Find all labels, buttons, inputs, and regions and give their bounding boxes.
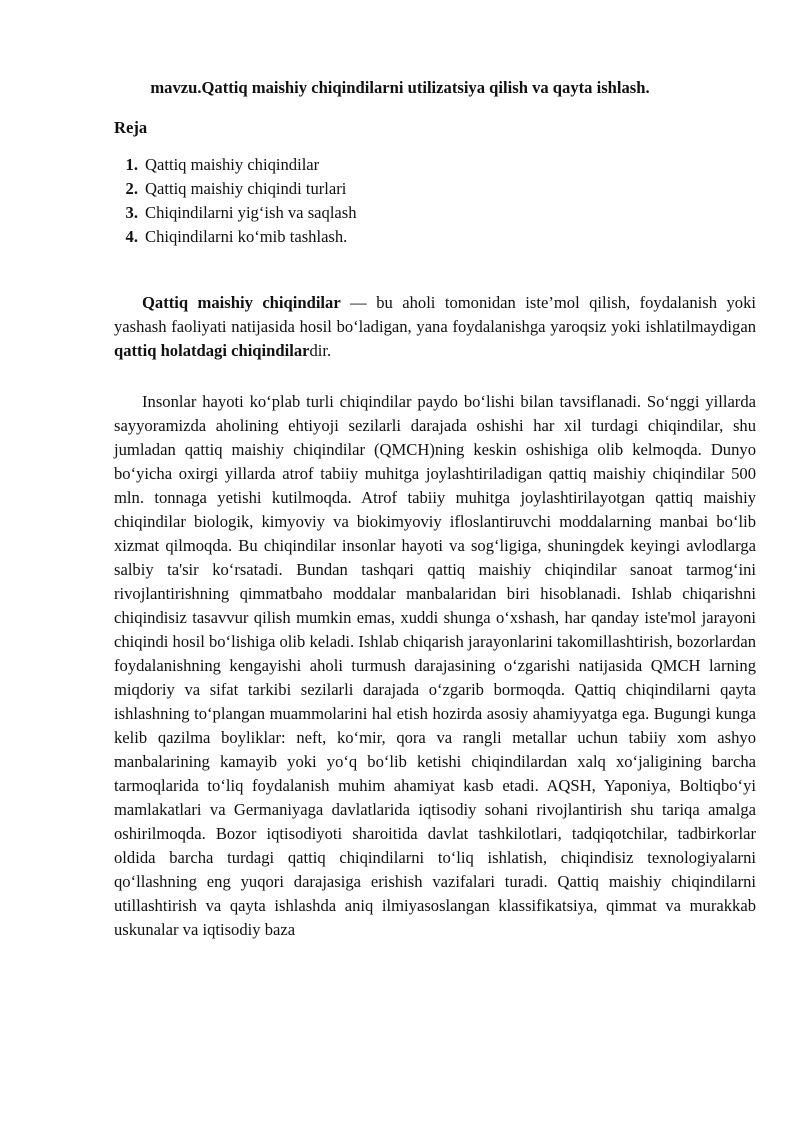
plan-item-number: 2.: [125, 179, 138, 198]
plan-item-number: 4.: [125, 227, 138, 246]
document-title: mavzu.Qattiq maishiy chiqindilarni utilizatsiya qilish va qayta ishlash.: [150, 78, 650, 97]
plan-list: [114, 153, 357, 249]
plan-item: [114, 201, 357, 225]
plan-item: [114, 153, 357, 177]
plan-heading: Reja: [114, 118, 148, 137]
plan-item-text: Qattiq maishiy chiqindilar: [145, 155, 320, 174]
definition-term: Qattiq maishiy chiqindilar: [142, 293, 341, 312]
definition-ending: dir.: [309, 341, 332, 360]
definition-body: — bu aholi tomonidan iste’mol qilish, foydalanish yoki yashash faoliyati natijasida hosil bo‘ladigan, yana foydalanishga yaroqsiz yoki ishlatilmaydigan: [114, 293, 756, 336]
plan-item: [114, 225, 357, 249]
definition-paragraph: [114, 291, 756, 363]
plan-item-text: Chiqindilarni ko‘mib tashlash.: [145, 227, 348, 246]
plan-item-number: 3.: [125, 203, 138, 222]
body-paragraph: Insonlar hayoti ko‘plab turli chiqindilar paydo bo‘lishi bilan tavsiflanadi. So‘nggi yillarda sayyoramizda aholining ehtiyoji sezilarli darajada oshishi har xil turdagi chiqindilar, shu jumladan qattiq maishiy chiqindilar (QMCH)ning keskin oshishiga olib kelmoqda. Dunyo bo‘yicha oxirgi yillarda atrof tabiiy muhitga joylashtiriladigan qattiq maishiy chiqindilar 500 mln. tonnaga yetishi kutilmoqda. Atrof tabiiy muhitga joylashtirilayotgan qattiq maishiy chiqindilar biologik, kimyoviy va biokimyoviy ifloslantiruvchi moddalarning manbai bo‘lib xizmat qilmoqda. Bu chiqindilar insonlar hayoti va sog‘ligiga, shuningdek keyingi avlodlarga salbiy ta'sir ko‘rsatadi. Bundan tashqari qattiq maishiy chiqindilar sanoat tarmog‘ini rivojlantirishning qimmatbaho moddalar manbalaridan biri hisoblanadi. Ishlab chiqarishni chiqindisiz tasavvur qilish mumkin emas, xuddi shunga o‘xshash, har qanday iste'mol jarayoni chiqindi hosil bo‘lishiga olib keladi. Ishlab chiqarish jarayonlarini takomillashtirish, bozorlardan foydalanishning kengayishi aholi turmush darajasining o‘zgarishi natijasida QMCH larning miqdoriy va sifat tarkibi sezilarli darajada o‘zgarib bormoqda. Qattiq chiqindilarni qayta ishlashning to‘plangan muammolarini hal etish hozirda asosiy ahamiyyatga ega. Bugungi kunga kelib qazilma boyliklar: neft, ko‘mir, qora va rangli metallar uchun tabiiy xom ashyo manbalarining kamayib yoki yo‘q bo‘lib ketishi chiqindilardan xalq xo‘jaligining barcha tarmoqlarida to‘liq foydalanish muhim ahamiyat kasb etadi. AQSH, Yaponiya, Boltiqbo‘yi mamlakatlari va Germaniyaga davlatlarida iqtisodiy sohani rivojlantirish shu tariqa amalga oshirilmoqda. Bozor iqtisodiyoti sharoitida davlat tashkilotlari, tadqiqotchilar, tadbirkorlar oldida barcha turdagi qattiq chiqindilarni to‘liq ishlatish, chiqindisiz texnologiyalarni qo‘llashning eng yuqori darajasiga erishish vazifalari turadi. Qattiq maishiy chiqindilarni utillashtirish va qayta ishlashda aniq ilmiyasoslangan klassifikatsiya, qimmat va murakkab uskunalar va iqtisodiy baza: [114, 392, 756, 939]
plan-item: [114, 177, 357, 201]
plan-item-text: Chiqindilarni yig‘ish va saqlash: [145, 203, 357, 222]
plan-item-number: 1.: [125, 155, 138, 174]
definition-emphasis: qattiq holatdagi chiqindilar: [114, 341, 310, 360]
plan-item-text: Qattiq maishiy chiqindi turlari: [145, 179, 347, 198]
